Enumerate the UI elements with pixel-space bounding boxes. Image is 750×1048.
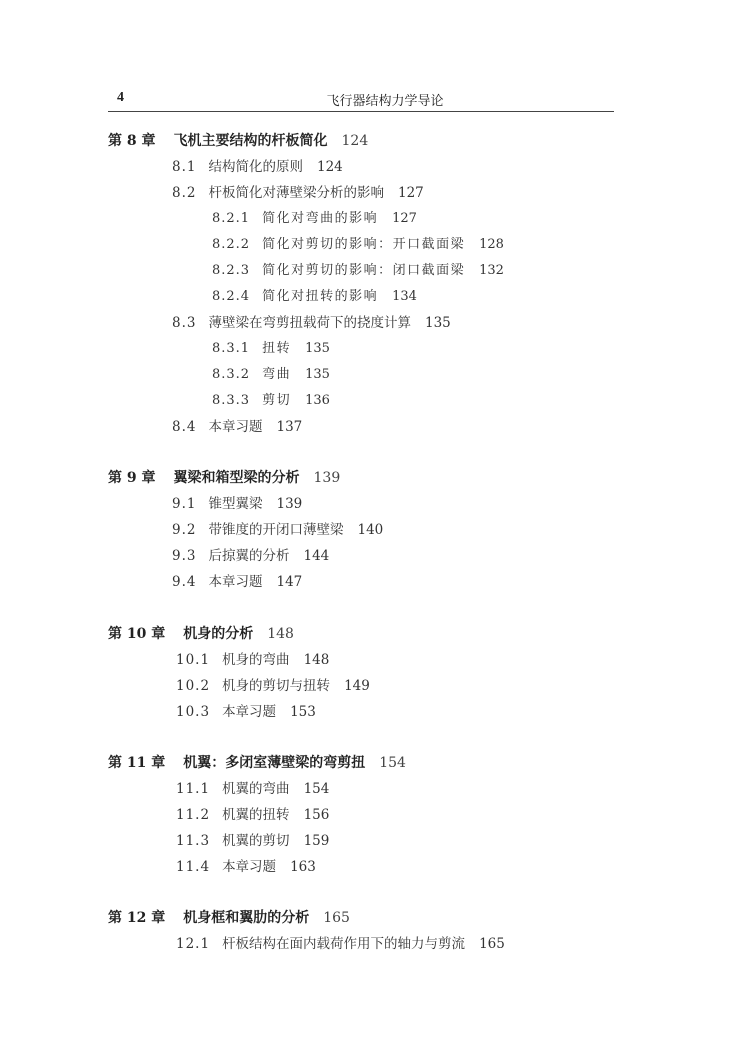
toc-title: 机身框和翼肋的分析	[183, 910, 310, 926]
toc-title: 简化对弯曲的影响	[262, 211, 379, 226]
toc-title: 机翼的剪切	[222, 833, 290, 849]
running-title: 飞行器结构力学导论	[326, 94, 444, 109]
toc-number: 9.2	[172, 522, 197, 538]
toc-subsection	[212, 340, 330, 358]
toc-page: 154	[379, 755, 406, 771]
toc-section	[176, 832, 329, 850]
toc-title: 结构简化的原则	[208, 159, 303, 175]
toc-title: 带锥度的开闭口薄壁梁	[208, 522, 344, 538]
toc-subsection	[212, 366, 330, 384]
toc-page: 165	[323, 910, 350, 926]
toc-number: 第 11 章	[108, 755, 166, 771]
toc-page: 134	[392, 289, 417, 304]
toc-title: 薄壁梁在弯剪扭载荷下的挠度计算	[208, 315, 411, 331]
toc-number: 8.2.1	[212, 211, 251, 226]
toc-number: 11.1	[176, 781, 211, 797]
toc-section	[172, 158, 343, 176]
toc-title: 扭转	[262, 341, 292, 356]
toc-page: 135	[305, 367, 330, 382]
toc-page: 139	[276, 496, 303, 512]
toc-title: 锥型翼梁	[208, 496, 263, 512]
toc-title: 机翼的扭转	[222, 807, 290, 823]
toc-number: 8.2.4	[212, 289, 251, 304]
toc-title: 本章习题	[222, 859, 277, 875]
toc-section	[172, 314, 451, 332]
toc-page: 149	[344, 678, 370, 694]
toc-page: 148	[267, 626, 294, 642]
toc-number: 9.1	[172, 496, 197, 512]
toc-chapter	[108, 469, 340, 487]
toc-page: 124	[341, 133, 369, 149]
toc-title: 剪切	[262, 393, 292, 408]
toc-number: 12.1	[176, 936, 211, 952]
toc-section	[176, 806, 329, 824]
toc-number: 10.2	[176, 678, 211, 694]
toc-number: 8.2	[172, 185, 197, 201]
toc-number: 第 12 章	[108, 910, 166, 926]
toc-number: 8.3.1	[212, 341, 251, 356]
toc-section	[172, 495, 302, 513]
toc-number: 8.1	[172, 159, 197, 175]
toc-page: 127	[397, 185, 424, 201]
toc-page: 136	[305, 393, 330, 408]
toc-section	[172, 418, 302, 436]
toc-page: 148	[303, 652, 330, 668]
toc-page: 159	[303, 833, 330, 849]
toc-section	[176, 780, 329, 798]
toc-title: 简化对剪切的影响：开口截面梁	[262, 237, 466, 252]
toc-number: 8.2.3	[212, 263, 251, 278]
toc-title: 简化对剪切的影响：闭口截面梁	[262, 263, 466, 278]
toc-number: 9.3	[172, 548, 197, 564]
toc-section	[176, 935, 505, 953]
toc-subsection	[212, 236, 504, 254]
toc-chapter	[108, 754, 406, 772]
toc-chapter	[108, 909, 350, 927]
toc-section	[172, 521, 383, 539]
toc-title: 本章习题	[208, 419, 263, 435]
toc-number: 11.4	[176, 859, 211, 875]
toc-page: 128	[479, 237, 504, 252]
header-rule	[108, 111, 614, 112]
toc-number: 11.2	[176, 807, 211, 823]
toc-chapter	[108, 625, 294, 643]
toc-number: 10.1	[176, 652, 211, 668]
toc-title: 简化对扭转的影响	[262, 289, 379, 304]
toc-page: 135	[424, 315, 451, 331]
toc-section	[176, 677, 370, 695]
toc-section	[176, 858, 316, 876]
toc-section	[172, 547, 329, 565]
toc-page: 163	[290, 859, 316, 875]
toc-number: 10.3	[176, 704, 211, 720]
toc-page: 165	[479, 936, 505, 952]
toc-subsection	[212, 288, 417, 306]
toc-title: 杆板结构在面内载荷作用下的轴力与剪流	[222, 936, 466, 952]
toc-number: 9.4	[172, 574, 197, 590]
toc-page: 144	[303, 548, 330, 564]
toc-number: 8.3	[172, 315, 197, 331]
toc-number: 8.3.2	[212, 367, 251, 382]
toc-number: 11.3	[176, 833, 211, 849]
toc-page: 132	[479, 263, 504, 278]
toc-title: 本章习题	[208, 574, 263, 590]
toc-title: 机身的剪切与扭转	[222, 678, 331, 694]
toc-page: 147	[276, 574, 303, 590]
toc-page: 137	[276, 419, 303, 435]
toc-number: 第 8 章	[108, 133, 156, 149]
toc-number: 第 9 章	[108, 470, 156, 486]
toc-page: 140	[357, 522, 384, 538]
toc-page: 139	[313, 470, 341, 486]
toc-title: 机身的分析	[183, 626, 254, 642]
toc-title: 机翼的弯曲	[222, 781, 290, 797]
toc-subsection	[212, 262, 504, 280]
toc-section	[176, 703, 316, 721]
toc-page: 124	[316, 159, 343, 175]
toc-title: 杆板简化对薄壁梁分析的影响	[208, 185, 384, 201]
toc-page: 135	[305, 341, 330, 356]
toc-section	[176, 651, 329, 669]
toc-title: 本章习题	[222, 704, 277, 720]
toc-number: 8.4	[172, 419, 197, 435]
toc-page: 127	[392, 211, 417, 226]
toc-chapter	[108, 132, 368, 150]
toc-number: 8.2.2	[212, 237, 251, 252]
page-number: 4	[117, 90, 124, 105]
toc-title: 机身的弯曲	[222, 652, 290, 668]
toc-section	[172, 573, 302, 591]
toc-number: 8.3.3	[212, 393, 251, 408]
toc-title: 翼梁和箱型梁的分析	[173, 470, 300, 486]
toc-page: 154	[303, 781, 330, 797]
toc-page: 153	[290, 704, 316, 720]
toc-number: 第 10 章	[108, 626, 166, 642]
toc-title: 后掠翼的分析	[208, 548, 290, 564]
toc-title: 飞机主要结构的杆板简化	[173, 133, 328, 149]
toc-subsection	[212, 210, 417, 228]
toc-title: 弯曲	[262, 367, 292, 382]
toc-section	[172, 184, 424, 202]
toc-subsection	[212, 392, 330, 410]
toc-page: 156	[303, 807, 330, 823]
toc-title: 机翼：多闭室薄壁梁的弯剪扭	[183, 755, 366, 771]
